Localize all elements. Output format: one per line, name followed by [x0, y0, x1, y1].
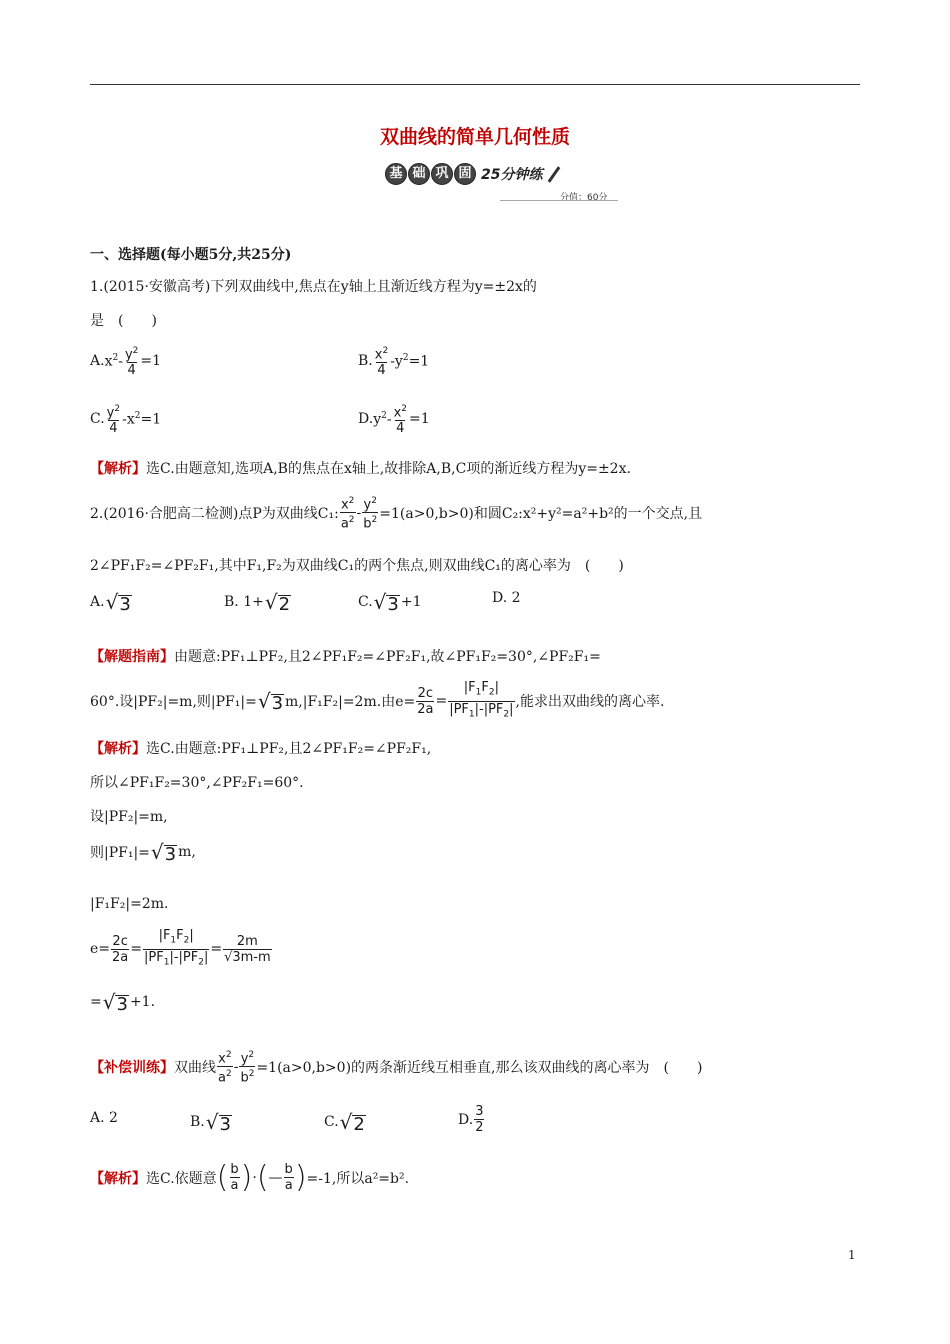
- q2-option-c: C. √ 3 +1: [358, 590, 422, 615]
- sqrt: √ 2: [339, 1110, 365, 1135]
- page-title: 双曲线的简单几何性质: [379, 126, 570, 148]
- q2-analysis-line1: 【解析】 选C.由题意:PF₁⊥PF₂,且2∠PF₁F₂=∠PF₂F₁,: [90, 738, 431, 758]
- q1-option-d: D. $y^2-$ $\frac{x^2}{4}$ =1: [358, 404, 430, 437]
- score-label: 分值：60分: [560, 193, 608, 203]
- fraction: $\frac{2c}{2a}$: [112, 933, 129, 965]
- q2-analysis-line7: = √ 3 +1.: [90, 990, 156, 1015]
- fraction: $\frac{|F_1F_2|}{|PF_1|-|PF_2|}$: [448, 680, 514, 722]
- sqrt: √ 3: [105, 590, 131, 615]
- page-number: 1: [848, 1248, 856, 1262]
- q2-analysis-line2: 所以∠PF₁F₂=30°,∠PF₂F₁=60°.: [90, 775, 304, 791]
- guide-tag: 【解题指南】: [90, 649, 174, 665]
- analysis-tag: 【解析】: [90, 1170, 146, 1187]
- sqrt: √ 3: [257, 689, 284, 715]
- fraction: $y^2$ 4: [106, 404, 121, 437]
- fraction: $\frac{y^2}{4}$: [124, 346, 139, 379]
- q2-analysis-line3: 设|PF₂|=m,: [90, 809, 168, 825]
- q2-guide-line2: 60°.设|PF₂|=m,则|PF₁|= √ 3 m,|F₁F₂|=2m.由e= $\frac{2c}{2a}$ = $\frac{|F_1F_2|}{|PF_1|-|PF_2|}$ ,能求出双曲线的离心率.: [90, 680, 664, 722]
- fraction: 3 2: [475, 1104, 484, 1135]
- supp-option-d: D. 3 2: [458, 1104, 484, 1135]
- sqrt: √ 3: [102, 990, 128, 1015]
- section-heading: 一、选择题(每小题5分,共25分): [90, 247, 292, 263]
- banner-char: 巩: [431, 163, 453, 185]
- fraction: $\frac{2c}{2a}$: [417, 685, 434, 717]
- pen-icon: [548, 166, 561, 182]
- section-banner: [385, 162, 563, 186]
- q1-option-a: A. $x^2-$ $\frac{y^2}{4}$ =1: [90, 346, 162, 379]
- fraction: $x^2$ $a^2$: [340, 496, 355, 532]
- header-rule: [90, 84, 860, 85]
- q2-option-a: A. √ 3: [90, 590, 131, 615]
- supp-option-c: C. √ 2: [324, 1110, 365, 1135]
- fraction: $x^2$ 4: [374, 346, 389, 379]
- fraction: $\frac{y^2}{b^2}$: [363, 496, 378, 532]
- q2-stem-line1: 2.(2016·合肥高二检测)点P为双曲线C₁: $x^2$ $a^2$ - $\frac{y^2}{b^2}$ =1(a>0,b>0)和圆C₂:x²+y²=a²+b²的一个交点,且: [90, 496, 703, 532]
- sqrt: √ 2: [264, 590, 291, 615]
- q1-analysis: 【解析】 选C.由题意知,选项A,B的焦点在x轴上,故排除A,B,C项的渐近线方程为y=±2x.: [90, 458, 631, 478]
- analysis-tag: 【解析】: [90, 741, 146, 757]
- q1-option-b: B. $x^2$ 4 $-y^2=1$: [358, 346, 430, 379]
- analysis-tag: 【解析】: [90, 461, 146, 477]
- banner-char: 础: [408, 163, 430, 185]
- q1-stem-line1: 1.(2015·安徽高考)下列双曲线中,焦点在y轴上且渐近线方程为y=±2x的: [90, 279, 537, 295]
- supp-analysis: 【解析】 选C.依题意 ( b a ) · ( — b a ) =-1,所以a²=b².: [90, 1160, 410, 1195]
- supp-option-a: A. 2: [90, 1110, 118, 1126]
- supp-tag: 【补偿训练】: [90, 1059, 174, 1076]
- q2-guide-line1: 【解题指南】 由题意:PF₁⊥PF₂,且2∠PF₁F₂=∠PF₂F₁,故∠PF₁F₂=30°,∠PF₂F₁=: [90, 646, 601, 666]
- sqrt: √ 3: [205, 1110, 231, 1135]
- q2-analysis-line5: |F₁F₂|=2m.: [90, 896, 169, 912]
- fraction: $\frac{y^2}{b^2}$: [240, 1050, 255, 1086]
- q2-analysis-line6: e= $\frac{2c}{2a}$ = $\frac{|F_1F_2|}{|PF_1|-|PF_2|}$ = $\frac{2m}{√3m-m}$: [90, 928, 273, 970]
- banner-char: 基: [385, 163, 407, 185]
- q1-option-c: C. $y^2$ 4 $-x^2=1$: [90, 404, 162, 437]
- fraction: $x^2$ $a^2$: [218, 1050, 232, 1086]
- q2-stem-line2: 2∠PF₁F₂=∠PF₂F₁,其中F₁,F₂为双曲线C₁的两个焦点,则双曲线C₁的离心率为 ( ): [90, 558, 624, 574]
- sqrt: √ 3: [150, 840, 177, 865]
- sqrt: √ 3: [373, 590, 399, 615]
- fraction: b a: [284, 1162, 293, 1193]
- q2-analysis-line4: 则|PF₁|= √ 3 m,: [90, 840, 196, 865]
- supp-stem: 【补偿训练】 双曲线 $x^2$ $a^2$ - $\frac{y^2}{b^2}$ =1(a>0,b>0)的两条渐近线互相垂直,那么该双曲线的离心率为 ( ): [90, 1050, 703, 1086]
- fraction: $\frac{|F_1F_2|}{|PF_1|-|PF_2|}$: [143, 928, 209, 970]
- fraction: $\frac{x^2}{4}$: [393, 404, 408, 437]
- fraction: b a: [230, 1162, 239, 1193]
- fraction: $\frac{2m}{√3m-m}$: [224, 933, 271, 965]
- q2-option-b: B. 1+ √ 2: [224, 590, 291, 615]
- banner-time: 25分钟练: [481, 167, 543, 183]
- score-underline: [500, 200, 618, 201]
- supp-option-b: B. √ 3: [190, 1110, 231, 1135]
- q2-option-d: D. 2: [492, 590, 521, 606]
- q1-stem-line2: 是 ( ): [90, 313, 157, 329]
- banner-char: 固: [454, 163, 476, 185]
